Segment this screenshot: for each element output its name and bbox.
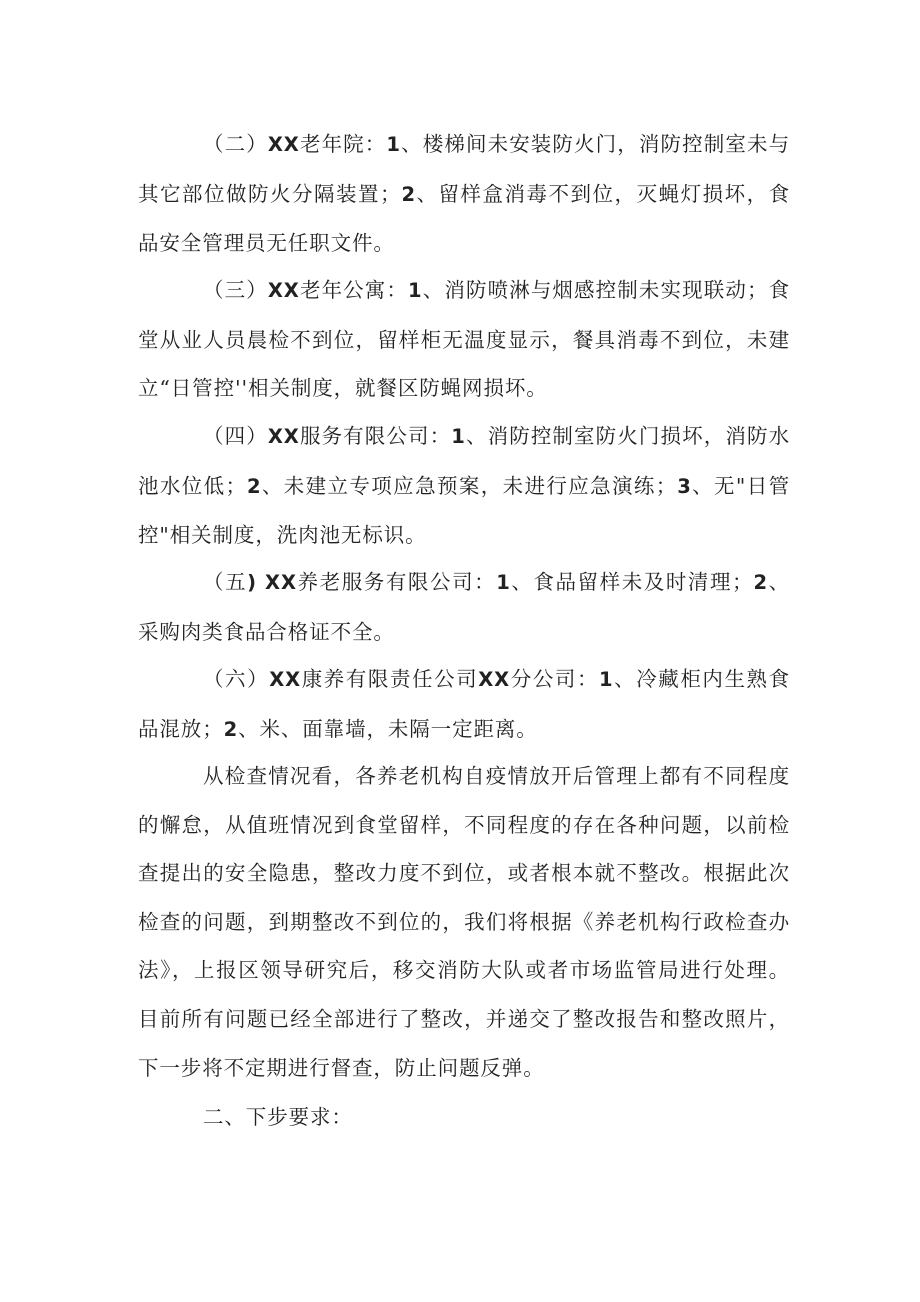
paragraph-text: 、冷藏柜内生熟食品混放；: [138, 667, 790, 741]
paragraph-text: [257, 570, 265, 594]
paragraph-text: 、消防控制室防火门损坏，消防水池水位低；: [138, 424, 791, 498]
paragraph-text: 康养有限责任公司: [301, 667, 479, 691]
paragraph-text: 1: [386, 133, 401, 156]
paragraph-text: （四）: [203, 424, 268, 448]
paragraph-text: （五: [203, 570, 248, 594]
paragraph-text: XX: [267, 279, 300, 302]
paragraph-text: 2: [246, 474, 262, 498]
paragraph-text: 老年院：: [299, 132, 387, 156]
paragraph-text: 、楼梯间未安装防火门，消防控制室未与其它部位做防火分隔装置；: [138, 132, 790, 206]
paragraph-text: （三）: [203, 278, 268, 302]
paragraph-text: XX: [265, 571, 297, 594]
paragraph-text: 、采购肉类食品合格证不全。: [138, 570, 790, 644]
paragraph-text: 、米、面靠墙，未隔一定距离。: [238, 716, 538, 741]
paragraph-text: 老年公寓：: [299, 278, 409, 302]
paragraph-text: 2: [223, 717, 239, 741]
paragraph-text: 、食品留样未及时清理；: [510, 570, 754, 594]
paragraph-text: 从检查情况看，各养老机构自疫情放开后管理上都有不同程度的懈怠，从值班情况到食堂留样，不同程度的存在各种问题，以前检查提出的安全隐患，整改力度不到位，或者根本就不整改。根据此次检查的问题，到期整改不到位的，我们将根据《养老机构行政检查办法》，上报区领导研究后，移交消防大队或者市场监管局进行处理。目前所有问题已经全部进行了整改，并递交了整改报告和整改照片，下一步将不定期进行督查，防止问题反弹。: [138, 764, 790, 1080]
heading-text: 二、下步要求：: [203, 1105, 353, 1129]
paragraph-text: 服务有限公司：: [299, 424, 452, 448]
paragraph-item-3: [138, 266, 790, 413]
paragraph-text: 2: [401, 182, 416, 206]
paragraph-text: 3: [677, 474, 692, 498]
summary-paragraph: [138, 752, 790, 1092]
paragraph-text: （二）: [203, 132, 268, 156]
paragraph-item-6: [138, 655, 790, 754]
paragraph-text: 2: [753, 571, 768, 594]
paragraph-text: 1: [451, 425, 466, 448]
paragraph-text: ): [247, 571, 257, 594]
section-heading: [138, 1093, 790, 1142]
paragraph-text: XX: [269, 668, 302, 691]
paragraph-text: 、消防喷淋与烟感控制未实现联动；食堂从业人员晨检不到位，留样柜无温度显示，餐具消毒不到位，未建立“日管控''相关制度，就餐区防蝇网损坏。: [138, 278, 791, 401]
paragraph-text: 1: [408, 279, 423, 302]
paragraph-text: XX: [478, 668, 511, 691]
paragraph-text: XX: [267, 133, 300, 156]
paragraph-item-5: [138, 558, 790, 656]
paragraph-text: XX: [267, 425, 300, 448]
paragraph-item-4: [138, 412, 790, 560]
paragraph-text: 1: [599, 668, 614, 691]
paragraph-text: 、留样盒消毒不到位，灭蝇灯损坏，食品安全管理员无任职文件。: [138, 181, 790, 256]
paragraph-item-2: [138, 120, 790, 268]
paragraph-text: 分公司：: [510, 667, 600, 691]
paragraph-text: （六）: [203, 667, 270, 691]
paragraph-text: 、无"日管控"相关制度，洗肉池无标识。: [138, 473, 790, 548]
paragraph-text: 、未建立专项应急预案，未进行应急演练；: [261, 473, 678, 498]
paragraph-text: 1: [496, 571, 511, 594]
paragraph-text: 养老服务有限公司：: [296, 570, 497, 594]
